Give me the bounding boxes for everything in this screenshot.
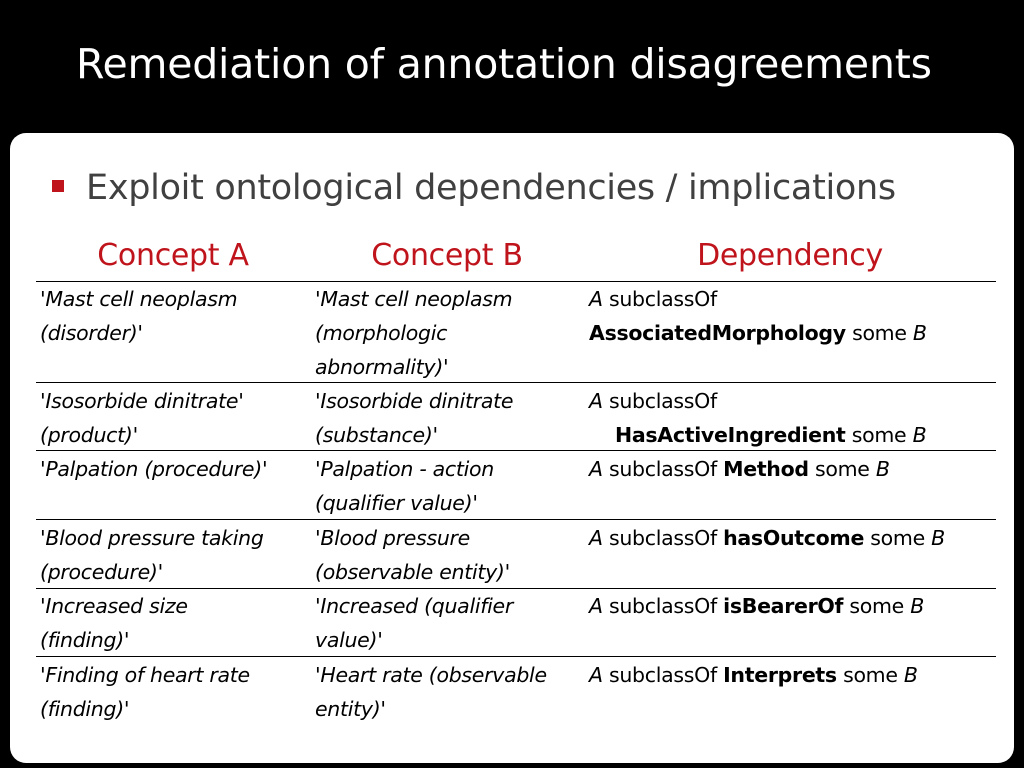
table-cell-dependency: A subclassOf isBearerOf some B — [589, 594, 924, 618]
header-concept-b: Concept B — [371, 238, 523, 273]
table-cell-dependency: A subclassOf hasOutcome some B — [589, 526, 945, 550]
table-cell-concept-b: 'Increased (qualifier value)' — [315, 594, 513, 652]
table-cell-concept-a: 'Increased size (finding)' — [40, 594, 188, 652]
table-cell-concept-a: 'Finding of heart rate (finding)' — [40, 663, 250, 721]
table-cell-dependency: A subclassOf Interprets some B — [589, 663, 918, 687]
table-cell-concept-b: 'Blood pressure (observable entity)' — [315, 526, 510, 584]
bullet-square-icon — [52, 180, 64, 192]
table-cell-concept-a: 'Isosorbide dinitrate' (product)' — [40, 389, 244, 447]
header-concept-a: Concept A — [97, 238, 249, 273]
table-cell-concept-a: 'Mast cell neoplasm (disorder)' — [40, 287, 238, 345]
table-cell-concept-b: 'Isosorbide dinitrate (substance)' — [315, 389, 514, 447]
table-cell-dependency: A subclassOf AssociatedMorphology some B — [589, 287, 927, 345]
slide-title: Remediation of annotation disagreements — [76, 40, 932, 88]
table-cell-concept-b: 'Palpation - action (qualifier value)' — [315, 457, 494, 515]
table-cell-concept-a: 'Blood pressure taking (procedure)' — [40, 526, 264, 584]
bullet-text: Exploit ontological dependencies / implications — [86, 168, 896, 208]
table-cell-dependency: A subclassOf Method some B — [589, 457, 890, 481]
table-cell-concept-a: 'Palpation (procedure)' — [40, 457, 268, 481]
table-cell-concept-b: 'Mast cell neoplasm (morphologic abnormality)' — [315, 287, 513, 379]
header-dependency: Dependency — [697, 238, 883, 273]
table-cell-dependency: A subclassOf HasActiveIngredient some B — [589, 389, 927, 447]
table-cell-concept-b: 'Heart rate (observable entity)' — [315, 663, 547, 721]
